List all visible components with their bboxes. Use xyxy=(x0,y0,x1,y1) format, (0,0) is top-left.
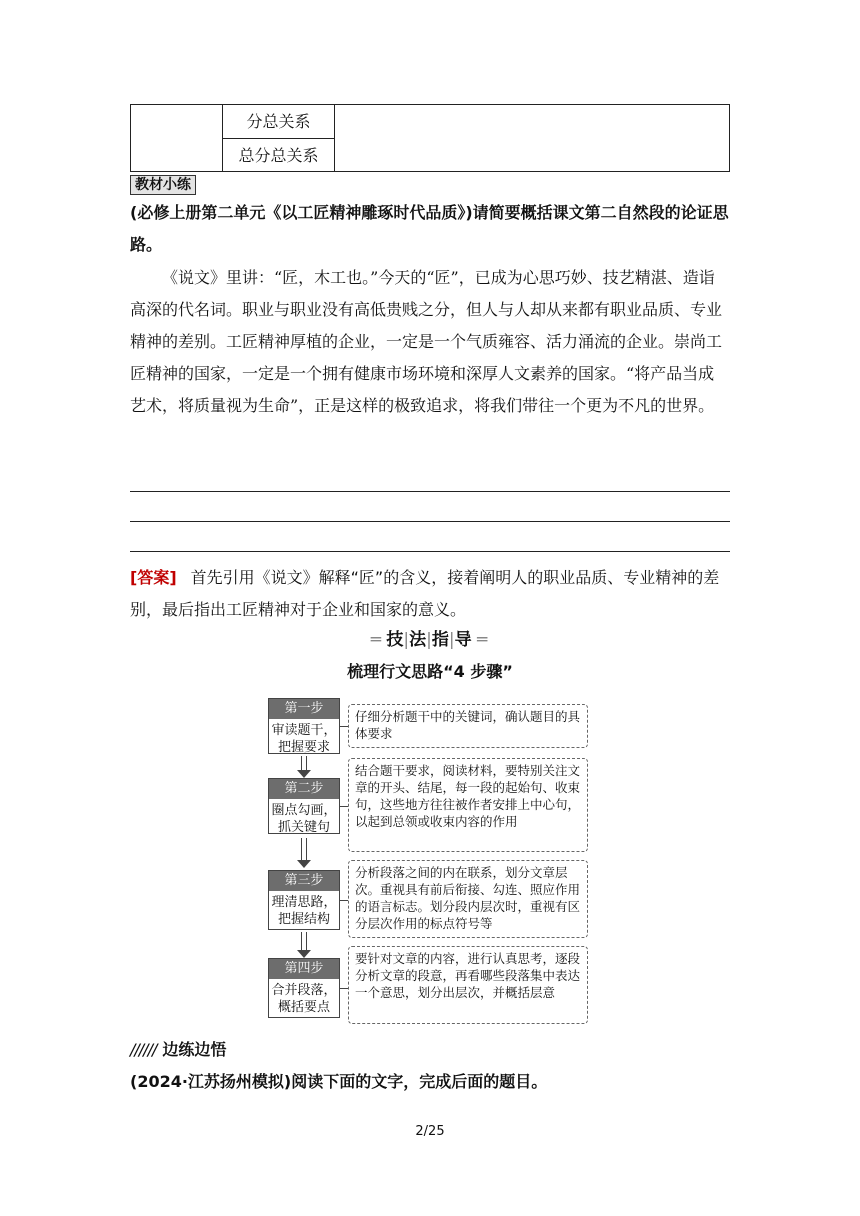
practice-heading xyxy=(130,1038,226,1062)
flow-step-3 xyxy=(268,870,340,930)
connector-line xyxy=(340,806,348,807)
flow-step-2 xyxy=(268,778,340,834)
answer-text: 首先引用《说文》解释“匠”的含义，接着阐明人的职业品质、专业精神的差别，最后指出工匠精神对于企业和国家的意义。 xyxy=(130,568,720,619)
step-label: 理清思路，把握结构 xyxy=(271,895,337,927)
connector-line xyxy=(340,988,348,989)
step-header: 第二步 xyxy=(269,779,339,799)
guide-heading-char: 技 xyxy=(386,630,404,650)
practice-prompt: (2024·江苏扬州模拟)阅读下面的文字，完成后面的题目。 xyxy=(130,1072,548,1091)
table-cell-row1: 分总关系 xyxy=(246,112,311,131)
answer-block xyxy=(130,562,730,626)
section-marker: ////// xyxy=(130,1040,157,1059)
guide-heading: ═ 技|法|指|导 ═ xyxy=(370,630,488,650)
flow-step-1 xyxy=(268,698,340,754)
table-cell-row2: 总分总关系 xyxy=(238,146,319,165)
answer-blank-line[interactable] xyxy=(130,491,730,492)
answer-blank-line[interactable] xyxy=(130,551,730,552)
step-label: 审读题干，把握要求 xyxy=(271,723,337,755)
connector-line xyxy=(340,900,348,901)
down-arrow-icon xyxy=(299,932,309,958)
answer-label: [答案] xyxy=(130,568,177,587)
step-label: 合并段落，概括要点 xyxy=(271,983,337,1015)
step-header: 第一步 xyxy=(269,699,339,719)
step-label: 圈点勾画，抓关键句 xyxy=(271,803,337,835)
answer-blank-line[interactable] xyxy=(130,521,730,522)
step-header: 第四步 xyxy=(269,959,339,979)
guide-title: 梳理行文思路“4 步骤” xyxy=(347,662,513,681)
practice-title: 边练边悟 xyxy=(162,1040,227,1059)
guide-heading-char: 指 xyxy=(431,630,449,650)
exercise-tag: 教材小练 xyxy=(130,175,196,195)
step-header: 第三步 xyxy=(269,871,339,891)
down-arrow-icon xyxy=(299,756,309,778)
exercise-passage: 《说文》里讲：“匠，木工也。”今天的“匠”，已成为心思巧妙、技艺精湛、造诣高深的代名词。职业与职业没有高低贵贱之分，但人与人却从来都有职业品质、专业精神的差别。工匠精神厚植的企业，一定是一个气质雍容、活力涌流的企业。崇尚工匠精神的国家，一定是一个拥有健康市场环境和深厚人文素养的国家。“将产品当成艺术，将质量视为生命”，正是这样的极致追求，将我们带往一个更为不凡的世界。 xyxy=(130,268,723,415)
flow-step-4 xyxy=(268,958,340,1018)
exercise-prompt: (必修上册第二单元《以工匠精神雕琢时代品质》)请简要概括课文第二自然段的论证思路。 xyxy=(130,203,729,254)
step-description-4: 要针对文章的内容，进行认真思考，逐段分析文章的段意，再看哪些段落集中表达一个意思，划分出层次，并概括层意 xyxy=(348,946,588,1024)
down-arrow-icon xyxy=(299,838,309,868)
guide-heading-char: 法 xyxy=(409,630,427,650)
guide-heading-char: 导 xyxy=(454,630,472,650)
connector-line xyxy=(340,726,348,727)
step-description-1: 仔细分析题干中的关键词，确认题目的具体要求 xyxy=(348,704,588,748)
category-table xyxy=(130,104,730,172)
step-description-3: 分析段落之间的内在联系，划分文章层次。重视具有前后衔接、勾连、照应作用的语言标志。划分段内层次时，重视有区分层次作用的标点符号等 xyxy=(348,860,588,938)
page-number: 2/25 xyxy=(415,1124,445,1139)
step-description-2: 结合题干要求，阅读材料，要特别关注文章的开头、结尾，每一段的起始句、收束句，这些地方往往被作者安排上中心句，以起到总领或收束内容的作用 xyxy=(348,758,588,852)
